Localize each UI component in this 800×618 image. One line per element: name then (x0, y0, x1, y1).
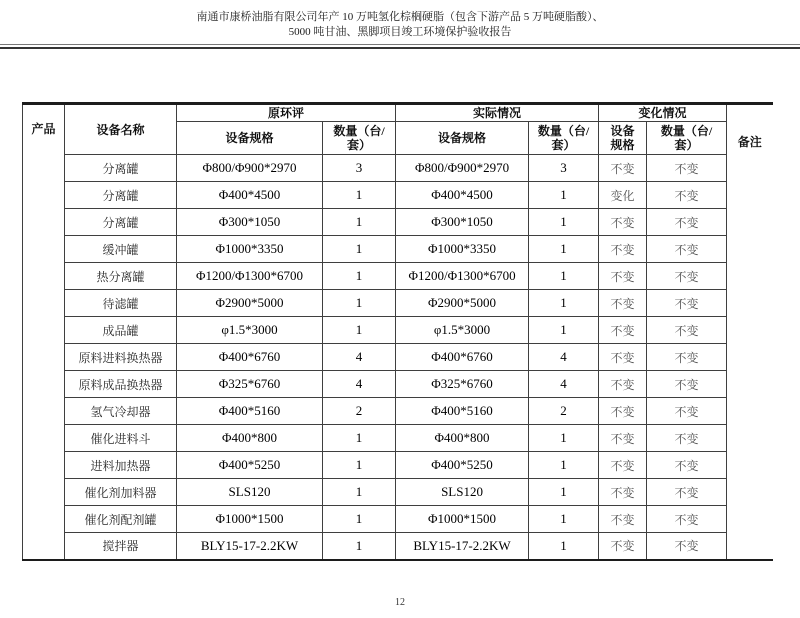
table-cell-actual-spec: Φ400*6760 (396, 344, 529, 371)
table-row (23, 263, 773, 290)
table-cell-actual-qty: 1 (529, 452, 599, 479)
table-cell-actual-qty: 1 (529, 317, 599, 344)
table-header-group-actual: 实际情况 (396, 104, 599, 122)
table-cell-change-qty: 不变 (647, 317, 727, 344)
table-cell-actual-spec: Φ300*1050 (396, 209, 529, 236)
table-cell-original-qty: 1 (323, 317, 396, 344)
qty-header-line1: 数量（台/ (537, 124, 590, 138)
table-cell-change-qty: 不变 (647, 398, 727, 425)
table-cell-change-spec: 变化 (599, 182, 647, 209)
table-cell-actual-spec: Φ400*800 (396, 425, 529, 452)
table-cell-original-spec: Φ400*4500 (177, 182, 323, 209)
table-cell-actual-qty: 4 (529, 344, 599, 371)
table-cell-actual-spec: Φ325*6760 (396, 371, 529, 398)
table-cell-change-qty: 不变 (647, 506, 727, 533)
table-cell-original-spec: Φ1200/Φ1300*6700 (177, 263, 323, 290)
table-cell-original-spec: Φ2900*5000 (177, 290, 323, 317)
table-cell-change-qty: 不变 (647, 236, 727, 263)
table-cell-equipment-name: 搅拌器 (65, 533, 177, 560)
qty-header-line1: 数量（台/ (660, 124, 713, 138)
table-cell-change-qty: 不变 (647, 155, 727, 182)
table-header-remark: 备注 (727, 104, 773, 560)
table-cell-change-spec: 不变 (599, 317, 647, 344)
table-cell-actual-spec: φ1.5*3000 (396, 317, 529, 344)
header-rule (0, 44, 800, 49)
table-cell-change-spec: 不变 (599, 209, 647, 236)
qty-header-line2: 套） (347, 138, 372, 152)
table-cell-original-qty: 1 (323, 452, 396, 479)
page-header (0, 10, 800, 40)
table-cell-equipment-name: 氢气冷却器 (65, 398, 177, 425)
table-cell-original-spec: Φ1000*3350 (177, 236, 323, 263)
table-header-actual-qty (529, 122, 599, 155)
equipment-table (22, 102, 773, 561)
table-cell-original-qty: 1 (323, 533, 396, 560)
table-cell-original-qty: 2 (323, 398, 396, 425)
page-header-line2: 5000 吨甘油、黑脚项目竣工环境保护验收报告 (288, 26, 512, 38)
table-cell-change-spec: 不变 (599, 506, 647, 533)
table-cell-actual-qty: 2 (529, 398, 599, 425)
table-cell-change-spec: 不变 (599, 263, 647, 290)
table-cell-original-spec: Φ325*6760 (177, 371, 323, 398)
table-header-group-change: 变化情况 (599, 104, 727, 122)
table-header-group-original: 原环评 (177, 104, 396, 122)
table-row (23, 317, 773, 344)
table-cell-change-spec: 不变 (599, 425, 647, 452)
table-header-actual-spec: 设备规格 (396, 122, 529, 155)
table-cell-original-qty: 4 (323, 344, 396, 371)
table-cell-original-qty: 1 (323, 263, 396, 290)
table-cell-original-spec: Φ1000*1500 (177, 506, 323, 533)
table-cell-actual-spec: SLS120 (396, 479, 529, 506)
table-cell-actual-qty: 1 (529, 236, 599, 263)
page-number: 12 (395, 597, 405, 608)
table-cell-actual-spec: Φ400*5160 (396, 398, 529, 425)
table-row (23, 533, 773, 560)
table-cell-change-spec: 不变 (599, 533, 647, 560)
table-cell-change-qty: 不变 (647, 479, 727, 506)
table-cell-change-qty: 不变 (647, 209, 727, 236)
table-cell-original-spec: Φ400*5250 (177, 452, 323, 479)
table-cell-actual-qty: 1 (529, 290, 599, 317)
table-row (23, 344, 773, 371)
table-cell-actual-qty: 1 (529, 425, 599, 452)
table-cell-change-spec: 不变 (599, 155, 647, 182)
table-row (23, 506, 773, 533)
table-cell-equipment-name: 成品罐 (65, 317, 177, 344)
table-cell-actual-spec: Φ1000*3350 (396, 236, 529, 263)
table-cell-original-qty: 1 (323, 209, 396, 236)
table-cell-equipment-name: 待滤罐 (65, 290, 177, 317)
table-cell-equipment-name: 分离罐 (65, 209, 177, 236)
table-cell-actual-spec: BLY15-17-2.2KW (396, 533, 529, 560)
table-cell-actual-spec: Φ1200/Φ1300*6700 (396, 263, 529, 290)
table-cell-original-spec: Φ800/Φ900*2970 (177, 155, 323, 182)
table-row (23, 290, 773, 317)
table-cell-original-spec: φ1.5*3000 (177, 317, 323, 344)
table-cell-actual-qty: 1 (529, 182, 599, 209)
qty-header-line1: 数量（台/ (333, 124, 385, 138)
table-row (23, 398, 773, 425)
table-cell-original-qty: 4 (323, 371, 396, 398)
table-row (23, 236, 773, 263)
table-cell-actual-spec: Φ400*4500 (396, 182, 529, 209)
table-cell-change-qty: 不变 (647, 290, 727, 317)
page-header-line1: 南通市康桥油脂有限公司年产 10 万吨氢化棕榈硬脂（包含下游产品 5 万吨硬脂酸）、 (196, 11, 604, 23)
table-cell-original-qty: 1 (323, 236, 396, 263)
table-cell-change-spec: 不变 (599, 479, 647, 506)
table-header-change-spec (599, 122, 647, 155)
table-cell-actual-qty: 1 (529, 533, 599, 560)
table-cell-change-spec: 不变 (599, 371, 647, 398)
table-cell-equipment-name: 缓冲罐 (65, 236, 177, 263)
table-row (23, 479, 773, 506)
table-cell-original-spec: Φ300*1050 (177, 209, 323, 236)
table-cell-actual-spec: Φ1000*1500 (396, 506, 529, 533)
table-cell-equipment-name: 热分离罐 (65, 263, 177, 290)
table-cell-change-qty: 不变 (647, 452, 727, 479)
table-cell-change-spec: 不变 (599, 344, 647, 371)
table-row (23, 371, 773, 398)
table-cell-actual-qty: 1 (529, 506, 599, 533)
table-cell-original-spec: Φ400*5160 (177, 398, 323, 425)
table-cell-equipment-name: 催化剂配剂罐 (65, 506, 177, 533)
spec-header-line2: 规格 (610, 138, 635, 152)
table-cell-change-spec: 不变 (599, 398, 647, 425)
table-row (23, 155, 773, 182)
table-header-change-qty (647, 122, 727, 155)
table-cell-original-qty: 1 (323, 506, 396, 533)
table-cell-equipment-name: 催化进料斗 (65, 425, 177, 452)
table-cell-original-spec: SLS120 (177, 479, 323, 506)
table-row (23, 425, 773, 452)
table-cell-original-qty: 1 (323, 479, 396, 506)
table-cell-actual-qty: 1 (529, 209, 599, 236)
table-cell-actual-qty: 1 (529, 263, 599, 290)
qty-header-line2: 套） (674, 138, 699, 152)
table-cell-change-spec: 不变 (599, 452, 647, 479)
table-row (23, 452, 773, 479)
table-cell-change-qty: 不变 (647, 533, 727, 560)
table-row (23, 182, 773, 209)
table-cell-change-qty: 不变 (647, 263, 727, 290)
table-cell-original-qty: 3 (323, 155, 396, 182)
table-cell-original-spec: Φ400*6760 (177, 344, 323, 371)
table-cell-actual-qty: 1 (529, 479, 599, 506)
table-cell-actual-spec: Φ400*5250 (396, 452, 529, 479)
qty-header-line2: 套） (551, 138, 576, 152)
table-cell-equipment-name: 分离罐 (65, 155, 177, 182)
table-header-product: 产品 (23, 104, 65, 560)
table-header-original-qty (323, 122, 396, 155)
table-header-row-groups (23, 104, 773, 122)
table-header-equipment-name: 设备名称 (65, 104, 177, 155)
table-cell-actual-spec: Φ2900*5000 (396, 290, 529, 317)
table-cell-equipment-name: 分离罐 (65, 182, 177, 209)
table-cell-change-qty: 不变 (647, 425, 727, 452)
table-cell-original-qty: 1 (323, 290, 396, 317)
table-cell-equipment-name: 进料加热器 (65, 452, 177, 479)
table-cell-change-qty: 不变 (647, 182, 727, 209)
table-cell-actual-qty: 4 (529, 371, 599, 398)
table-cell-actual-qty: 3 (529, 155, 599, 182)
table-cell-original-qty: 1 (323, 182, 396, 209)
table-cell-actual-spec: Φ800/Φ900*2970 (396, 155, 529, 182)
table-cell-equipment-name: 原料成品换热器 (65, 371, 177, 398)
table-cell-change-qty: 不变 (647, 344, 727, 371)
table-cell-original-spec: BLY15-17-2.2KW (177, 533, 323, 560)
table-cell-equipment-name: 原料进料换热器 (65, 344, 177, 371)
table-cell-equipment-name: 催化剂加料器 (65, 479, 177, 506)
table-cell-change-spec: 不变 (599, 236, 647, 263)
table-header-original-spec: 设备规格 (177, 122, 323, 155)
table-row (23, 209, 773, 236)
table-cell-change-qty: 不变 (647, 371, 727, 398)
table-cell-original-spec: Φ400*800 (177, 425, 323, 452)
table-cell-original-qty: 1 (323, 425, 396, 452)
table-cell-change-spec: 不变 (599, 290, 647, 317)
spec-header-line1: 设备 (610, 124, 635, 138)
